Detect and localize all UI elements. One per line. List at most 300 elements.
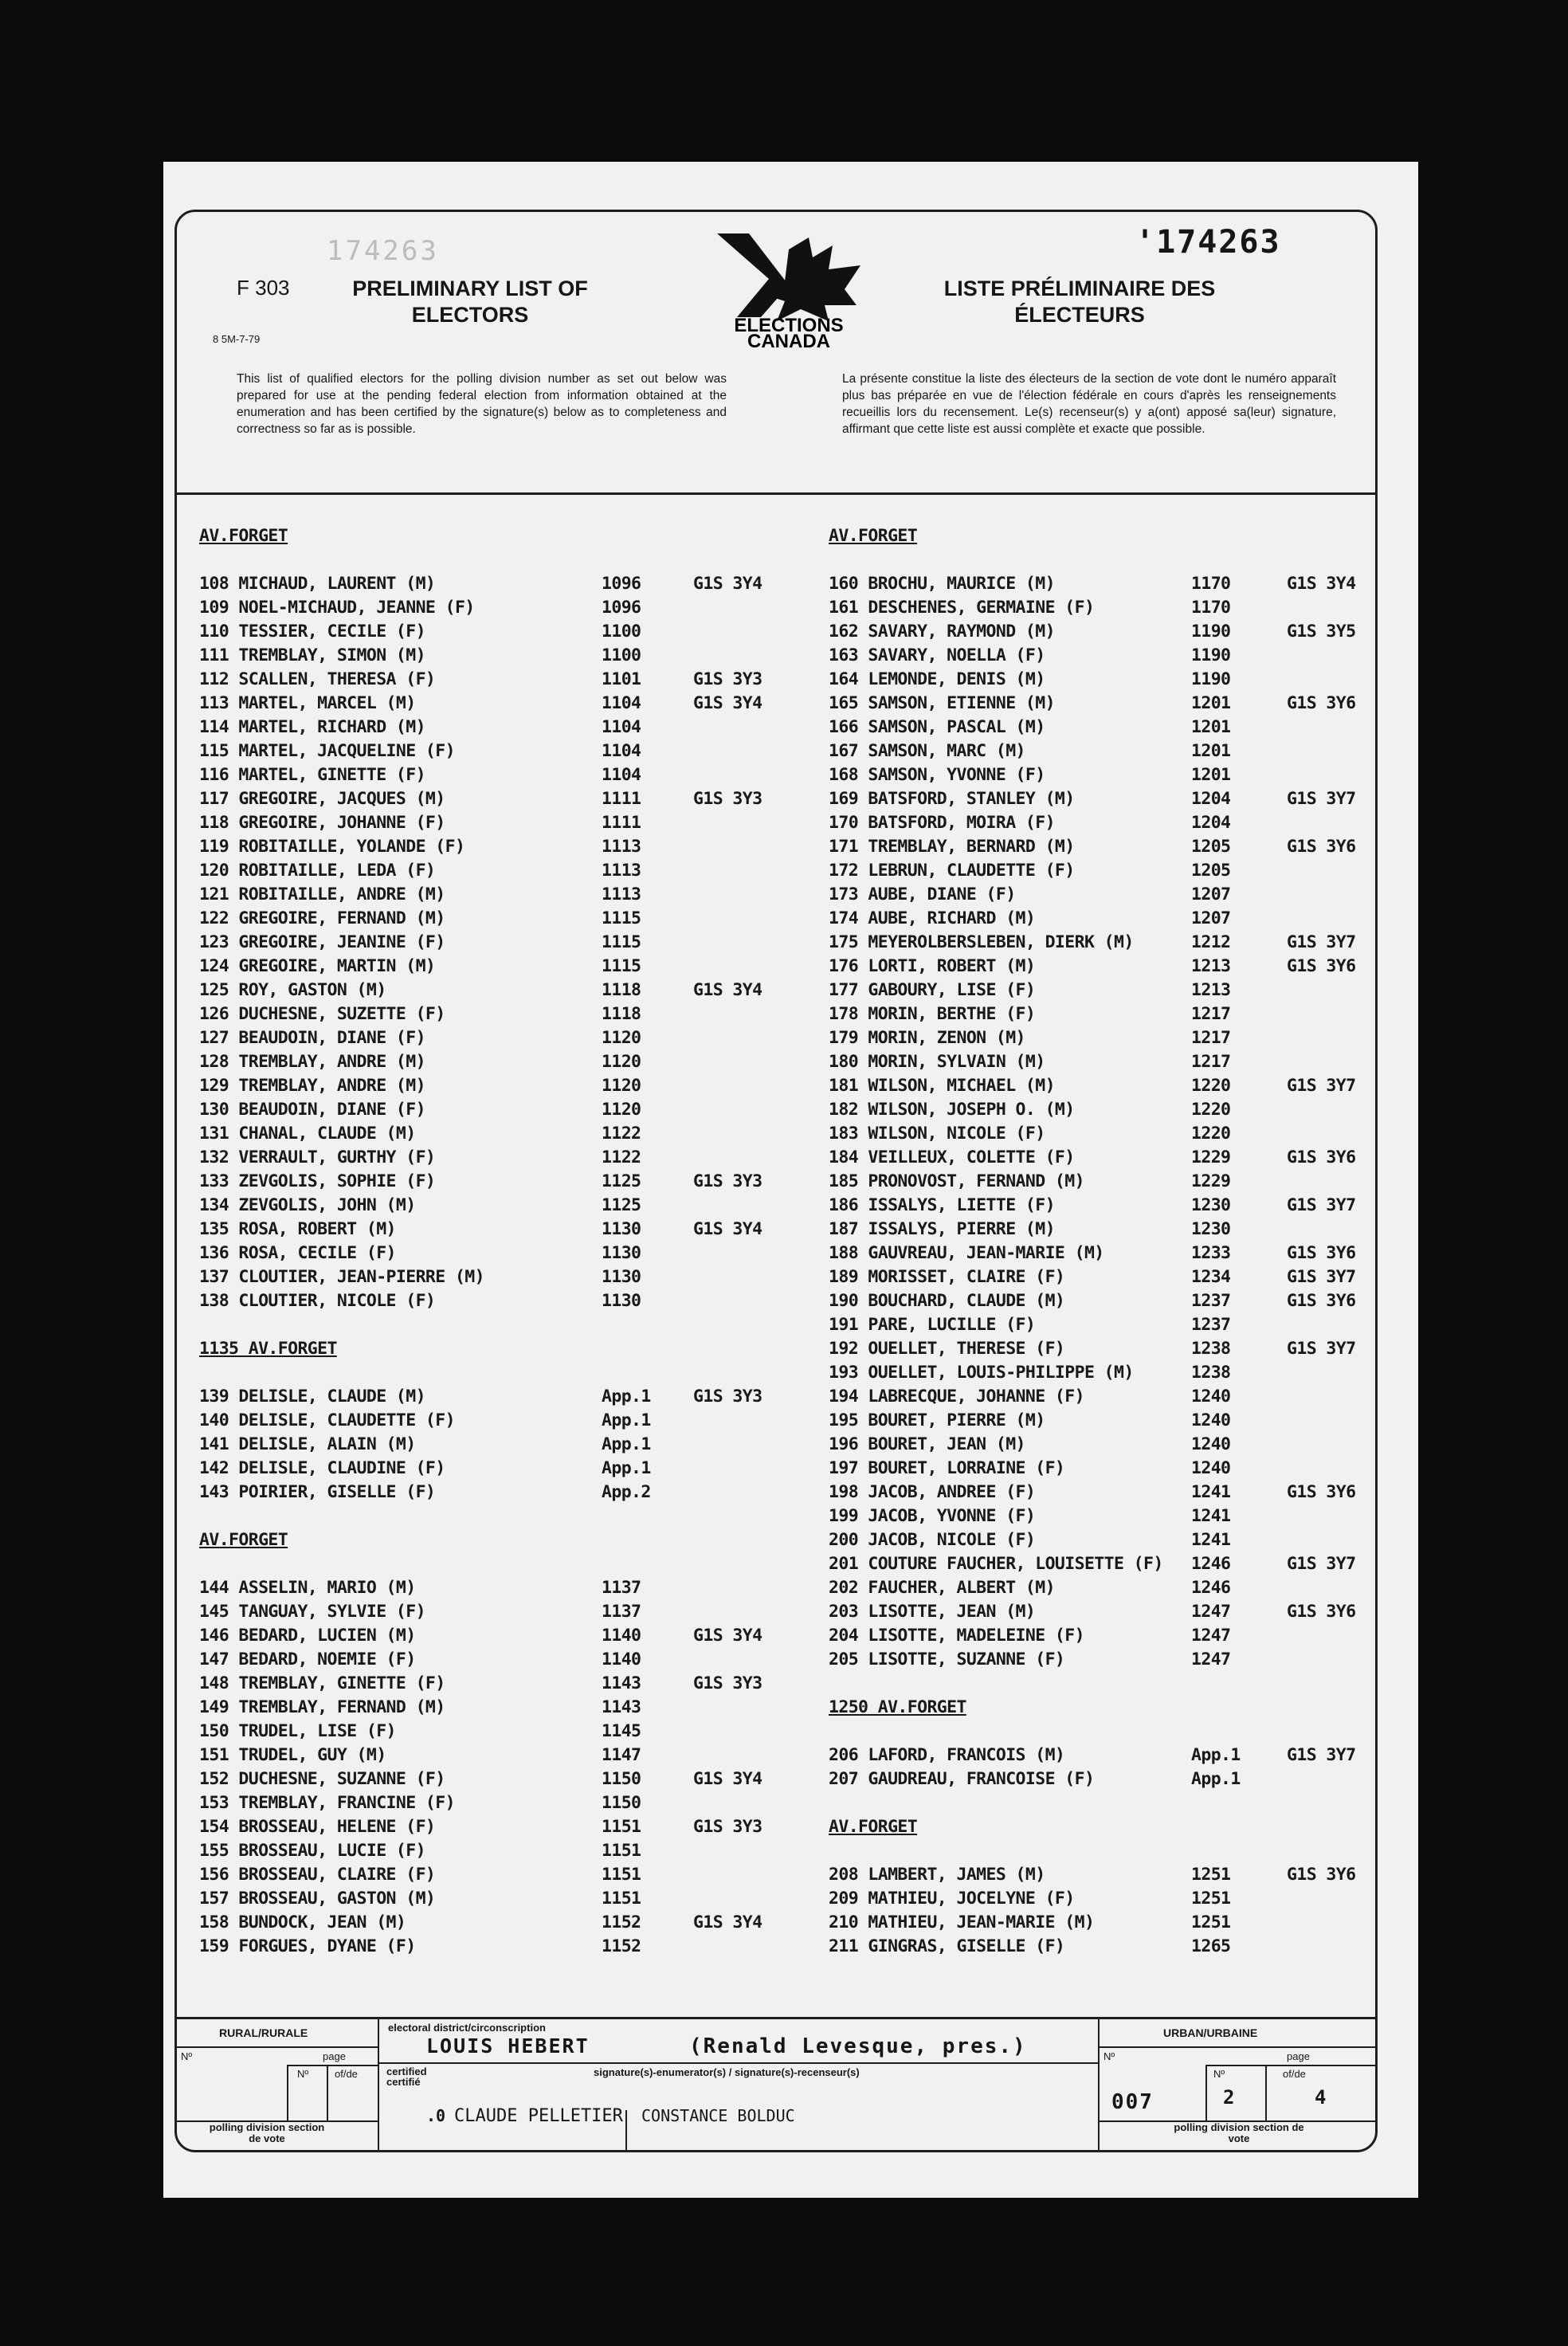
- elector-address: App.1: [602, 1387, 651, 1406]
- district-label: electoral district/circonscription: [388, 2022, 546, 2034]
- form-date: 8 5M-7-79: [213, 333, 261, 345]
- elector-address: 1251: [1191, 1889, 1231, 1909]
- elector-name: 126 DUCHESNE, SUZETTE (F): [199, 1004, 445, 1024]
- elector-address: 1115: [602, 956, 641, 976]
- elector-address: 1150: [602, 1769, 641, 1789]
- elector-address: App.2: [602, 1482, 651, 1502]
- postal-code: G1S 3Y7: [1287, 1554, 1356, 1574]
- elector-address: 1122: [602, 1148, 641, 1167]
- enumerator-mark: .0: [426, 2106, 446, 2125]
- elector-name: 176 LORTI, ROBERT (M): [829, 956, 1036, 976]
- elector-name: 134 ZEVGOLIS, JOHN (M): [199, 1195, 416, 1215]
- elector-name: 145 TANGUAY, SYLVIE (F): [199, 1602, 425, 1622]
- elector-address: 1217: [1191, 1028, 1231, 1048]
- elector-name: 108 MICHAUD, LAURENT (M): [199, 574, 436, 594]
- polling-number: 007: [1111, 2090, 1154, 2114]
- elector-address: 1190: [1191, 645, 1231, 665]
- elector-address: 1104: [602, 717, 641, 737]
- elector-address: 1240: [1191, 1387, 1231, 1406]
- elector-name: 157 BROSSEAU, GASTON (M): [199, 1889, 436, 1909]
- signature-split-rule: [625, 2110, 627, 2152]
- postal-code: G1S 3Y7: [1287, 932, 1356, 952]
- elector-address: 1152: [602, 1912, 641, 1932]
- postal-code: G1S 3Y6: [1287, 1482, 1356, 1502]
- postal-code: G1S 3Y6: [1287, 1243, 1356, 1263]
- postal-code: G1S 3Y6: [1287, 1602, 1356, 1622]
- elector-name: 114 MARTEL, RICHARD (M): [199, 717, 425, 737]
- elector-name: 173 AUBE, DIANE (F): [829, 885, 1016, 904]
- elector-address: App.1: [602, 1434, 651, 1454]
- elector-name: 115 MARTEL, JACQUELINE (F): [199, 741, 455, 761]
- street-name: 1135 AV.FORGET: [199, 1339, 337, 1359]
- postal-code: G1S 3Y6: [1287, 1148, 1356, 1167]
- postal-code: G1S 3Y4: [1287, 574, 1356, 594]
- postal-code: G1S 3Y6: [1287, 693, 1356, 713]
- elector-address: 1207: [1191, 885, 1231, 904]
- elector-address: 1238: [1191, 1363, 1231, 1383]
- elector-name: 155 BROSSEAU, LUCIE (F): [199, 1841, 425, 1861]
- street-heading: [199, 524, 288, 548]
- elector-name: 139 DELISLE, CLAUDE (M): [199, 1387, 425, 1406]
- elector-name: 166 SAMSON, PASCAL (M): [829, 717, 1045, 737]
- elector-name: 168 SAMSON, YVONNE (F): [829, 765, 1045, 785]
- elector-address: 1247: [1191, 1602, 1231, 1622]
- postal-code: G1S 3Y7: [1287, 1267, 1356, 1287]
- elector-address: 1205: [1191, 837, 1231, 857]
- elector-name: 180 MORIN, SYLVAIN (M): [829, 1052, 1045, 1072]
- elector-address: 1229: [1191, 1148, 1231, 1167]
- rural-page-label: page: [323, 2050, 346, 2062]
- elector-name: 169 BATSFORD, STANLEY (M): [829, 789, 1075, 809]
- postal-code: G1S 3Y3: [693, 669, 762, 689]
- elector-name: 131 CHANAL, CLAUDE (M): [199, 1124, 416, 1144]
- urban-rule: [1098, 2046, 1378, 2048]
- postal-code: G1S 3Y7: [1287, 1745, 1356, 1765]
- elector-name: 143 POIRIER, GISELLE (F): [199, 1482, 436, 1502]
- urban-polling-label: polling division section de vote: [1174, 2121, 1304, 2144]
- elector-name: 196 BOURET, JEAN (M): [829, 1434, 1025, 1454]
- certified-label: certified certifié: [386, 2066, 427, 2088]
- elector-address: 1247: [1191, 1626, 1231, 1646]
- elector-address: 1115: [602, 932, 641, 952]
- elector-name: 112 SCALLEN, THERESA (F): [199, 669, 436, 689]
- elector-name: 197 BOURET, LORRAINE (F): [829, 1458, 1065, 1478]
- intro-french: La présente constitue la liste des électeurs de la section de vote dont le numéro apparaît plus bas préparée en vue de l'élection fédérale en cours d'après les renseignements recueillis lors du recensement. Le(s) recenseur(s) y a(ont) apposé sa(leur) signature, affirmant que cette liste est aussi complète et exacte que possible.: [842, 372, 1336, 436]
- elector-name: 123 GREGOIRE, JEANINE (F): [199, 932, 445, 952]
- street-heading: [829, 1815, 917, 1839]
- elector-name: 165 SAMSON, ETIENNE (M): [829, 693, 1055, 713]
- elector-name: 120 ROBITAILLE, LEDA (F): [199, 861, 436, 881]
- rural-no-label: Nº: [181, 2050, 193, 2062]
- postal-code: G1S 3Y6: [1287, 837, 1356, 857]
- elector-name: 189 MORISSET, CLAIRE (F): [829, 1267, 1065, 1287]
- elector-name: 205 LISOTTE, SUZANNE (F): [829, 1650, 1065, 1669]
- elector-name: 198 JACOB, ANDREE (F): [829, 1482, 1036, 1502]
- postal-code: G1S 3Y7: [1287, 1339, 1356, 1359]
- elector-address: 1201: [1191, 693, 1231, 713]
- elector-address: 1240: [1191, 1434, 1231, 1454]
- elector-name: 113 MARTEL, MARCEL (M): [199, 693, 416, 713]
- elector-address: 1205: [1191, 861, 1231, 881]
- urban-no-label: Nº: [1103, 2050, 1115, 2062]
- postal-code: G1S 3Y3: [693, 1171, 762, 1191]
- elector-address: 1122: [602, 1124, 641, 1144]
- elector-name: 186 ISSALYS, LIETTE (F): [829, 1195, 1055, 1215]
- elector-name: 147 BEDARD, NOEMIE (F): [199, 1650, 416, 1669]
- elector-address: 1230: [1191, 1195, 1231, 1215]
- elector-name: 153 TREMBLAY, FRANCINE (F): [199, 1793, 455, 1813]
- elector-name: 172 LEBRUN, CLAUDETTE (F): [829, 861, 1075, 881]
- urban-page-no-label: Nº: [1213, 2068, 1225, 2080]
- maple-leaf-x-icon: [717, 233, 860, 321]
- elector-name: 207 GAUDREAU, FRANCOISE (F): [829, 1769, 1095, 1789]
- postal-code: G1S 3Y4: [693, 1219, 762, 1239]
- title-english: PRELIMINARY LIST OF ELECTORS: [352, 277, 588, 327]
- postal-code: G1S 3Y4: [693, 1769, 762, 1789]
- postal-code: G1S 3Y6: [1287, 1291, 1356, 1311]
- urban-col-rule: [1205, 2065, 1207, 2120]
- header-divider: [174, 492, 1378, 495]
- elector-name: 211 GINGRAS, GISELLE (F): [829, 1936, 1065, 1956]
- postal-code: G1S 3Y4: [693, 693, 762, 713]
- elector-name: 146 BEDARD, LUCIEN (M): [199, 1626, 416, 1646]
- street-name: AV.FORGET: [829, 1817, 918, 1837]
- postal-code: G1S 3Y6: [1287, 956, 1356, 976]
- elector-name: 192 OUELLET, THERESE (F): [829, 1339, 1065, 1359]
- elector-name: 185 PRONOVOST, FERNAND (M): [829, 1171, 1084, 1191]
- elector-name: 116 MARTEL, GINETTE (F): [199, 765, 425, 785]
- elector-address: 1207: [1191, 908, 1231, 928]
- elector-address: 1233: [1191, 1243, 1231, 1263]
- elector-name: 167 SAMSON, MARC (M): [829, 741, 1025, 761]
- postal-code: G1S 3Y3: [693, 1817, 762, 1837]
- elector-address: 1120: [602, 1028, 641, 1048]
- district-rule: [378, 2062, 1098, 2064]
- elector-address: App.1: [602, 1410, 651, 1430]
- street-name: 1250 AV.FORGET: [829, 1697, 966, 1717]
- elector-address: 1213: [1191, 980, 1231, 1000]
- rural-right-rule: [378, 2017, 379, 2152]
- rural-label: RURAL/RURALE: [219, 2026, 308, 2039]
- footer-divider: [174, 2017, 1378, 2019]
- elector-name: 190 BOUCHARD, CLAUDE (M): [829, 1291, 1065, 1311]
- elector-address: 1152: [602, 1936, 641, 1956]
- urban-left-rule: [1098, 2017, 1100, 2152]
- elector-address: 1247: [1191, 1650, 1231, 1669]
- rural-polling-label: polling division section de vote: [209, 2121, 325, 2144]
- rural-of-rule: [327, 2065, 328, 2120]
- rural-rule: [174, 2046, 378, 2048]
- elector-address: 1190: [1191, 622, 1231, 641]
- street-name: AV.FORGET: [829, 526, 918, 546]
- elector-address: 1120: [602, 1100, 641, 1120]
- elector-name: 199 JACOB, YVONNE (F): [829, 1506, 1036, 1526]
- elector-name: 181 WILSON, MICHAEL (M): [829, 1076, 1055, 1096]
- elector-address: 1234: [1191, 1267, 1231, 1287]
- elector-address: 1130: [602, 1219, 641, 1239]
- elector-name: 175 MEYEROLBERSLEBEN, DIERK (M): [829, 932, 1134, 952]
- elector-address: 1118: [602, 980, 641, 1000]
- elector-name: 110 TESSIER, CECILE (F): [199, 622, 425, 641]
- elector-address: 1217: [1191, 1052, 1231, 1072]
- elector-name: 127 BEAUDOIN, DIANE (F): [199, 1028, 425, 1048]
- street-heading: [199, 1528, 288, 1552]
- elector-name: 136 ROSA, CECILE (F): [199, 1243, 396, 1263]
- elector-name: 162 SAVARY, RAYMOND (M): [829, 622, 1055, 641]
- enumerator-1: CLAUDE PELLETIER: [454, 2106, 623, 2126]
- elector-name: 130 BEAUDOIN, DIANE (F): [199, 1100, 425, 1120]
- elector-address: 1237: [1191, 1291, 1231, 1311]
- postal-code: G1S 3Y4: [693, 1912, 762, 1932]
- postal-code: G1S 3Y3: [693, 789, 762, 809]
- elector-address: 1246: [1191, 1578, 1231, 1598]
- elector-name: 141 DELISLE, ALAIN (M): [199, 1434, 416, 1454]
- elector-name: 156 BROSSEAU, CLAIRE (F): [199, 1865, 436, 1885]
- elector-address: 1241: [1191, 1482, 1231, 1502]
- elector-name: 150 TRUDEL, LISE (F): [199, 1721, 396, 1741]
- elector-name: 202 FAUCHER, ALBERT (M): [829, 1578, 1055, 1598]
- elector-address: 1145: [602, 1721, 641, 1741]
- page-total: 4: [1315, 2086, 1328, 2109]
- rural-of-label: of/de: [335, 2068, 358, 2080]
- elector-address: 1137: [602, 1578, 641, 1598]
- elector-address: 1115: [602, 908, 641, 928]
- elector-name: 183 WILSON, NICOLE (F): [829, 1124, 1045, 1144]
- elector-address: 1240: [1191, 1458, 1231, 1478]
- enumerator-2: CONSTANCE BOLDUC: [641, 2106, 795, 2125]
- elector-name: 122 GREGOIRE, FERNAND (M): [199, 908, 445, 928]
- elector-address: 1104: [602, 693, 641, 713]
- postal-code: G1S 3Y3: [693, 1673, 762, 1693]
- rural-col-rule: [287, 2065, 288, 2120]
- elector-name: 161 DESCHENES, GERMAINE (F): [829, 598, 1095, 618]
- elector-name: 206 LAFORD, FRANCOIS (M): [829, 1745, 1065, 1765]
- elector-name: 177 GABOURY, LISE (F): [829, 980, 1036, 1000]
- urban-of-label: of/de: [1283, 2068, 1306, 2080]
- elector-address: 1151: [602, 1841, 641, 1861]
- elector-address: 1104: [602, 765, 641, 785]
- elector-address: 1143: [602, 1697, 641, 1717]
- elector-address: 1238: [1191, 1339, 1231, 1359]
- elector-name: 118 GREGOIRE, JOHANNE (F): [199, 813, 445, 833]
- elector-address: 1217: [1191, 1004, 1231, 1024]
- elector-address: 1151: [602, 1889, 641, 1909]
- elector-address: 1096: [602, 574, 641, 594]
- elector-name: 129 TREMBLAY, ANDRE (M): [199, 1076, 425, 1096]
- elector-address: 1251: [1191, 1865, 1231, 1885]
- elector-address: 1220: [1191, 1076, 1231, 1096]
- elector-address: 1130: [602, 1291, 641, 1311]
- elector-address: 1229: [1191, 1171, 1231, 1191]
- serial-number: '174263: [1135, 224, 1281, 261]
- elector-address: 1130: [602, 1267, 641, 1287]
- elector-address: 1125: [602, 1171, 641, 1191]
- elector-address: 1151: [602, 1817, 641, 1837]
- elector-name: 191 PARE, LUCILLE (F): [829, 1315, 1036, 1335]
- elector-address: 1201: [1191, 765, 1231, 785]
- elector-name: 137 CLOUTIER, JEAN-PIERRE (M): [199, 1267, 484, 1287]
- elector-name: 209 MATHIEU, JOCELYNE (F): [829, 1889, 1075, 1909]
- elector-address: 1118: [602, 1004, 641, 1024]
- elector-address: 1100: [602, 622, 641, 641]
- elector-name: 203 LISOTTE, JEAN (M): [829, 1602, 1036, 1622]
- elector-address: App.1: [602, 1458, 651, 1478]
- elector-name: 148 TREMBLAY, GINETTE (F): [199, 1673, 445, 1693]
- elector-name: 178 MORIN, BERTHE (F): [829, 1004, 1036, 1024]
- postal-code: G1S 3Y4: [693, 574, 762, 594]
- elector-address: 1120: [602, 1076, 641, 1096]
- elector-address: 1240: [1191, 1410, 1231, 1430]
- rural-page-no-label: Nº: [297, 2068, 309, 2080]
- street-heading: [829, 524, 917, 548]
- elector-name: 128 TREMBLAY, ANDRE (M): [199, 1052, 425, 1072]
- elector-address: 1212: [1191, 932, 1231, 952]
- elector-address: 1241: [1191, 1506, 1231, 1526]
- elector-name: 133 ZEVGOLIS, SOPHIE (F): [199, 1171, 436, 1191]
- elector-name: 124 GREGOIRE, MARTIN (M): [199, 956, 436, 976]
- elector-address: 1140: [602, 1650, 641, 1669]
- elector-address: 1130: [602, 1243, 641, 1263]
- elector-address: 1104: [602, 741, 641, 761]
- elector-address: 1201: [1191, 741, 1231, 761]
- elector-name: 111 TREMBLAY, SIMON (M): [199, 645, 425, 665]
- elector-name: 187 ISSALYS, PIERRE (M): [829, 1219, 1055, 1239]
- elector-name: 160 BROCHU, MAURICE (M): [829, 574, 1055, 594]
- elector-address: 1246: [1191, 1554, 1231, 1574]
- elector-address: 1137: [602, 1602, 641, 1622]
- elector-name: 163 SAVARY, NOELLA (F): [829, 645, 1045, 665]
- elector-name: 204 LISOTTE, MADELEINE (F): [829, 1626, 1084, 1646]
- elector-address: 1241: [1191, 1530, 1231, 1550]
- postal-code: G1S 3Y7: [1287, 1076, 1356, 1096]
- elector-address: 1111: [602, 813, 641, 833]
- logo-line-2: CANADA: [747, 331, 830, 349]
- street-heading: [199, 1337, 337, 1361]
- elector-address: 1143: [602, 1673, 641, 1693]
- elector-name: 144 ASSELIN, MARIO (M): [199, 1578, 416, 1598]
- elector-address: 1201: [1191, 717, 1231, 737]
- elector-address: 1151: [602, 1865, 641, 1885]
- postal-code: G1S 3Y7: [1287, 789, 1356, 809]
- intro-english: This list of qualified electors for the polling division number as set out below was prepared for use at the pending federal election from information obtained at the enumeration and has been certified by the signature(s) below as to completeness and correctness so far as is possible.: [237, 372, 727, 436]
- urban-page-rule: [1205, 2065, 1378, 2066]
- elector-name: 138 CLOUTIER, NICOLE (F): [199, 1291, 436, 1311]
- elector-name: 152 DUCHESNE, SUZANNE (F): [199, 1769, 445, 1789]
- elector-address: App.1: [1191, 1769, 1241, 1789]
- postal-code: G1S 3Y3: [693, 1387, 762, 1406]
- elector-address: 1265: [1191, 1936, 1231, 1956]
- signature-label: signature(s)-enumerator(s) / signature(s)-recenseur(s): [594, 2066, 860, 2078]
- street-name: AV.FORGET: [199, 1530, 288, 1550]
- elector-address: 1140: [602, 1626, 641, 1646]
- elector-name: 164 LEMONDE, DENIS (M): [829, 669, 1045, 689]
- elector-name: 174 AUBE, RICHARD (M): [829, 908, 1036, 928]
- elector-address: 1170: [1191, 574, 1231, 594]
- left-elector-column: [199, 524, 789, 2146]
- street-name: AV.FORGET: [199, 526, 288, 546]
- elector-address: 1170: [1191, 598, 1231, 618]
- elector-name: 159 FORGUES, DYANE (F): [199, 1936, 416, 1956]
- elector-address: 1251: [1191, 1912, 1231, 1932]
- elector-name: 142 DELISLE, CLAUDINE (F): [199, 1458, 445, 1478]
- postal-code: G1S 3Y4: [693, 1626, 762, 1646]
- elector-address: 1120: [602, 1052, 641, 1072]
- elector-address: 1204: [1191, 789, 1231, 809]
- elector-name: 154 BROSSEAU, HELENE (F): [199, 1817, 436, 1837]
- postal-code: G1S 3Y5: [1287, 622, 1356, 641]
- elector-name: 117 GREGOIRE, JACQUES (M): [199, 789, 445, 809]
- urban-page-label: page: [1287, 2050, 1310, 2062]
- title-french: LISTE PRÉLIMINAIRE DES ÉLECTEURS: [943, 277, 1216, 327]
- elector-address: 1147: [602, 1745, 641, 1765]
- postal-code: G1S 3Y7: [1287, 1195, 1356, 1215]
- elector-address: 1101: [602, 669, 641, 689]
- elector-address: 1100: [602, 645, 641, 665]
- elector-name: 195 BOURET, PIERRE (M): [829, 1410, 1045, 1430]
- elector-name: 182 WILSON, JOSEPH O. (M): [829, 1100, 1075, 1120]
- elector-name: 200 JACOB, NICOLE (F): [829, 1530, 1036, 1550]
- postal-code: G1S 3Y6: [1287, 1865, 1356, 1885]
- logo-line-1: ELECTIONS: [734, 315, 844, 336]
- street-heading: [829, 1696, 966, 1720]
- form-number: F 303: [237, 276, 290, 300]
- urban-label: URBAN/URBAINE: [1163, 2026, 1258, 2039]
- elector-name: 121 ROBITAILLE, ANDRE (M): [199, 885, 445, 904]
- elector-address: App.1: [1191, 1745, 1241, 1765]
- district-value: LOUIS HEBERT: [426, 2034, 590, 2058]
- faded-stamp: 174263: [327, 235, 439, 267]
- elector-name: 132 VERRAULT, GURTHY (F): [199, 1148, 436, 1167]
- elector-address: 1113: [602, 837, 641, 857]
- urban-of-rule: [1265, 2065, 1267, 2120]
- elector-address: 1111: [602, 789, 641, 809]
- elector-address: 1220: [1191, 1124, 1231, 1144]
- elector-name: 109 NOEL-MICHAUD, JEANNE (F): [199, 598, 475, 618]
- elector-address: 1237: [1191, 1315, 1231, 1335]
- elector-name: 135 ROSA, ROBERT (M): [199, 1219, 396, 1239]
- elector-address: 1113: [602, 885, 641, 904]
- elector-name: 193 OUELLET, LOUIS-PHILIPPE (M): [829, 1363, 1134, 1383]
- elector-address: 1230: [1191, 1219, 1231, 1239]
- elector-address: 1220: [1191, 1100, 1231, 1120]
- elector-name: 170 BATSFORD, MOIRA (F): [829, 813, 1055, 833]
- elector-list-sheet: [163, 162, 1418, 2198]
- elector-name: 184 VEILLEUX, COLETTE (F): [829, 1148, 1075, 1167]
- elector-name: 151 TRUDEL, GUY (M): [199, 1745, 386, 1765]
- elector-address: 1213: [1191, 956, 1231, 976]
- elector-name: 149 TREMBLAY, FERNAND (M): [199, 1697, 445, 1717]
- elector-address: 1190: [1191, 669, 1231, 689]
- elector-name: 208 LAMBERT, JAMES (M): [829, 1865, 1045, 1885]
- elector-address: 1204: [1191, 813, 1231, 833]
- elector-address: 1096: [602, 598, 641, 618]
- elector-name: 188 GAUVREAU, JEAN-MARIE (M): [829, 1243, 1104, 1263]
- elector-name: 210 MATHIEU, JEAN-MARIE (M): [829, 1912, 1095, 1932]
- elector-name: 140 DELISLE, CLAUDETTE (F): [199, 1410, 455, 1430]
- elector-name: 179 MORIN, ZENON (M): [829, 1028, 1025, 1048]
- rural-page-rule: [287, 2065, 378, 2066]
- elector-name: 119 ROBITAILLE, YOLANDE (F): [199, 837, 465, 857]
- elector-name: 158 BUNDOCK, JEAN (M): [199, 1912, 406, 1932]
- elector-name: 171 TREMBLAY, BERNARD (M): [829, 837, 1075, 857]
- elector-address: 1113: [602, 861, 641, 881]
- elector-address: 1150: [602, 1793, 641, 1813]
- page-number: 2: [1223, 2086, 1237, 2109]
- elector-name: 201 COUTURE FAUCHER, LOUISETTE (F): [829, 1554, 1163, 1574]
- elector-address: 1125: [602, 1195, 641, 1215]
- district-note: (Renald Levesque, pres.): [689, 2034, 1027, 2058]
- elector-name: 125 ROY, GASTON (M): [199, 980, 386, 1000]
